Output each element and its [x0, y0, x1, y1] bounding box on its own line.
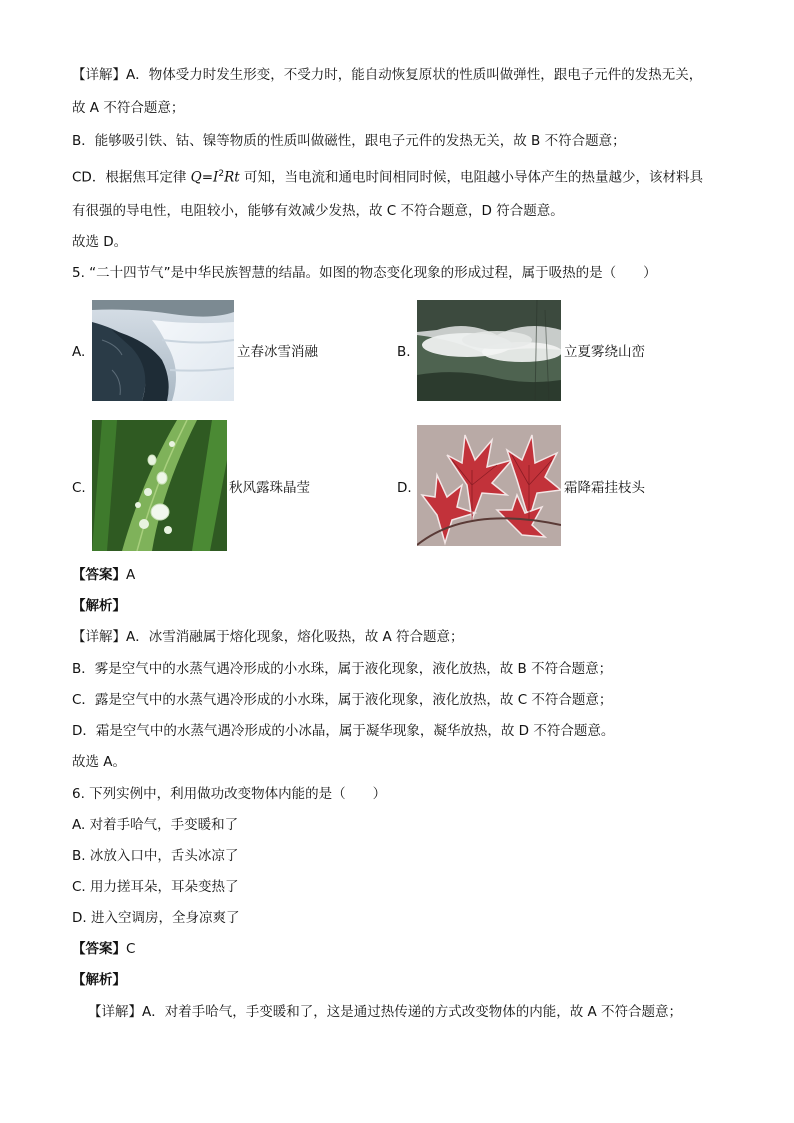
q4-detail-line-4-post: 可知，当电流和通电时间相同时候，电阻越小导体产生的热量越少，该材料具 [239, 169, 703, 186]
formula-i: I [213, 169, 219, 186]
q6-answer [72, 939, 135, 959]
q4-detail-line-4-pre: CD．根据焦耳定律 [72, 169, 191, 186]
q5-option-a-caption: 立春冰雪消融 [237, 344, 318, 360]
q5-option-a-label: A. [72, 344, 86, 360]
q5-option-d-caption: 霜降霜挂枝头 [564, 480, 645, 496]
q5-stem: 5. “二十四节气”是中华民族智慧的结晶。如图的物态变化现象的形成过程，属于吸热的是（ ） [72, 265, 657, 281]
q6-stem: 6. 下列实例中，利用做功改变物体内能的是（ ） [72, 786, 387, 802]
q6-option-a: A. 对着手哈气，手变暖和了 [72, 817, 239, 833]
q5-answer-value: A [126, 567, 136, 583]
q5-option-c-caption: 秋风露珠晶莹 [229, 480, 310, 496]
q6-answer-value: C [126, 941, 136, 957]
q5-analysis-tag: 【解析】 [72, 598, 126, 614]
formula-rt: Rt [224, 169, 240, 186]
q5-answer [72, 565, 135, 585]
q5-option-d-label: D. [397, 480, 412, 496]
formula-eq: = [201, 169, 214, 186]
q6-option-d: D. 进入空调房，全身凉爽了 [72, 910, 240, 926]
q6-option-b: B. 冰放入口中，舌头冰凉了 [72, 848, 239, 864]
q5-conclusion: 故选 A。 [72, 754, 127, 770]
q4-detail-line-3: B．能够吸引铁、钴、镍等物质的性质叫做磁性，跟电子元件的发热无关，故 B 不符合题意； [72, 133, 626, 149]
formula-q: Q [190, 169, 202, 186]
q5-option-b-caption: 立夏雾绕山峦 [564, 344, 645, 360]
q4-detail-line-5: 有很强的导电性，电阻较小，能够有效减少发热，故 C 不符合题意，D 符合题意。 [72, 203, 564, 219]
q4-conclusion: 故选 D。 [72, 234, 128, 250]
q4-detail-line-2: 故 A 不符合题意； [72, 100, 185, 116]
q6-analysis-tag: 【解析】 [72, 972, 126, 988]
q6-option-c: C. 用力搓耳朵，耳朵变热了 [72, 879, 239, 895]
melting-snow-image [92, 300, 234, 401]
frosted-maple-leaves-image [417, 425, 561, 546]
q6-detail-a: 【详解】A．对着手哈气，手变暖和了，这是通过热传递的方式改变物体的内能，故 A 不符合题意； [88, 1004, 683, 1020]
q5-detail-b: B．雾是空气中的水蒸气遇冷形成的小水珠，属于液化现象，液化放热，故 B 不符合题意； [72, 661, 613, 677]
formula-exponent: 2 [218, 169, 225, 179]
q5-detail-d: D．霜是空气中的水蒸气遇冷形成的小冰晶，属于凝华现象，凝华放热，故 D 不符合题意。 [72, 723, 615, 739]
q4-detail-line-1: 【详解】A．物体受力时发生形变，不受力时，能自动恢复原状的性质叫做弹性，跟电子元件的发热无关， [72, 67, 703, 83]
q5-answer-tag: 【答案】 [72, 567, 126, 583]
q5-detail-c: C．露是空气中的水蒸气遇冷形成的小水珠，属于液化现象，液化放热，故 C 不符合题意； [72, 692, 613, 708]
q5-option-b-label: B. [397, 344, 411, 360]
q5-detail-a: 【详解】A．冰雪消融属于熔化现象，熔化吸热，故 A 符合题意； [72, 629, 464, 645]
q4-detail-line-4 [72, 164, 703, 188]
q6-answer-tag: 【答案】 [72, 941, 126, 957]
mountain-fog-image [417, 300, 561, 401]
q5-option-c-label: C. [72, 480, 86, 496]
dewdrops-leaf-image [92, 420, 227, 551]
